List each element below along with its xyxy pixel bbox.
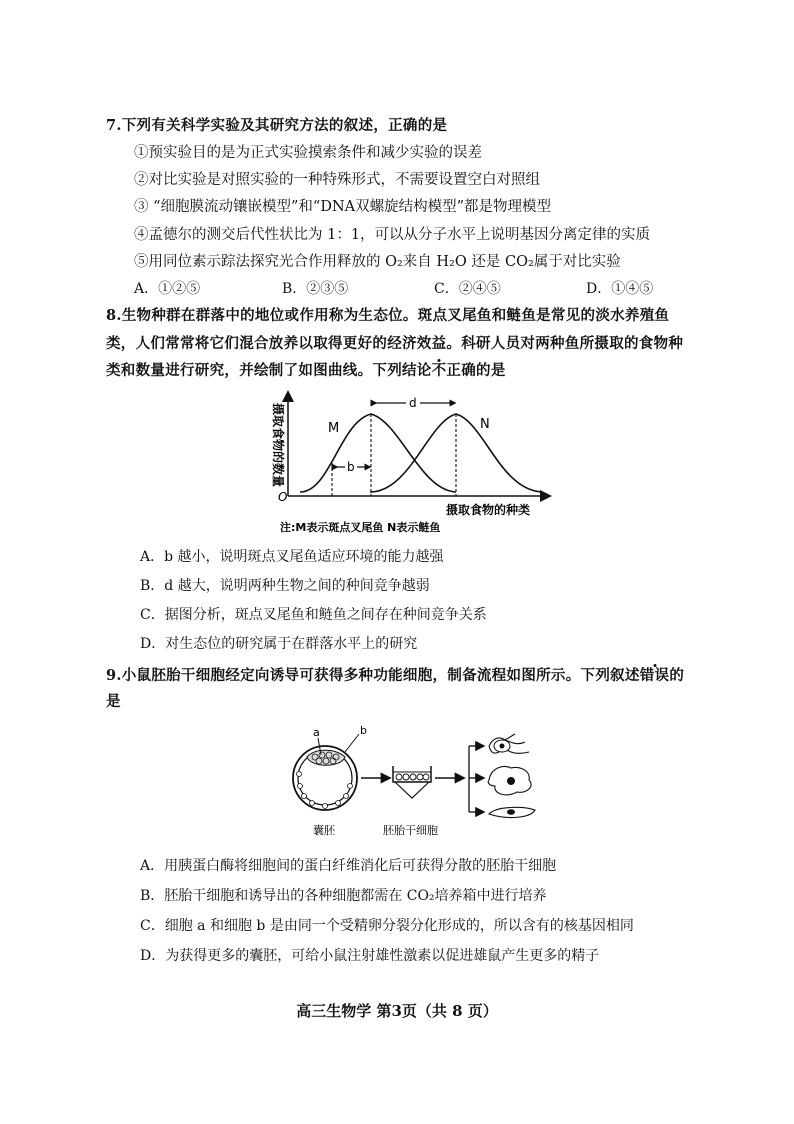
q8-stem-post: 正确的是 [446, 362, 506, 379]
q8-option-b: B．d 越大，说明两种生物之间的种间竞争越弱 [140, 578, 430, 594]
q7-item-4: ④孟德尔的测交后代性状比为 1：1，可以从分子水平上说明基因分离定律的实质 [134, 227, 651, 243]
q8-label-b: b [347, 460, 355, 474]
q9-label-blastocyst: 囊胚 [313, 824, 335, 837]
q9-option-d: D．为获得更多的囊胚，可给小鼠注射雄性激素以促进雄鼠产生更多的精子 [140, 948, 600, 964]
q8-niche-figure [260, 388, 560, 538]
q8-origin: O [278, 490, 288, 504]
q9-stem-line-1 [106, 666, 684, 686]
culture-dish-icon [393, 766, 431, 798]
q7-item-2: ②对比实验是对照实验的一种特殊形式，不需要设置空白对照组 [134, 172, 540, 188]
q8-label-n: N [480, 417, 490, 432]
q9-pointer-b [345, 734, 359, 752]
q9-label-a: a [313, 726, 320, 739]
q8-stem-line-1: 8.生物种群在群落中的地位或作用称为生态位。斑点叉尾鱼和鲢鱼是常见的淡水养殖鱼 [106, 307, 670, 324]
irregular-cell-icon [488, 767, 531, 795]
page-footer: 高三生物学 第3页（共 8 页） [296, 1002, 498, 1020]
q8-ylabel: 摄取食物的数量 [271, 403, 285, 488]
q7-item-1: ①预实验目的是为正式实验摸索条件和减少实验的误差 [134, 145, 482, 161]
q9-stem-emphasis: 错误 [639, 667, 670, 684]
q8-option-a: A．b 越小，说明斑点叉尾鱼适应环境的能力越强 [140, 549, 444, 565]
q8-stem-pre: 类和数量进行研究，并绘制了如图曲线。下列结论 [106, 362, 432, 379]
q7-choice-d: D．①④⑤ [586, 281, 654, 297]
q7-item-3: ③ “细胞膜流动镶嵌模型”和“DNA双螺旋结构模型”都是物理模型 [134, 199, 552, 215]
q9-option-c: C．细胞 a 和细胞 b 是由同一个受精卵分裂分化形成的，所以含有的核基因相同 [140, 918, 634, 934]
q9-option-a: A．用胰蛋白酶将细胞间的蛋白纤维消化后可获得分散的胚胎干细胞 [140, 858, 557, 874]
q7-choice-b: B．②③⑤ [282, 281, 349, 297]
blastocyst-icon [293, 746, 357, 810]
q8-label-d: d [409, 396, 417, 410]
neuron-cell-icon [489, 734, 529, 753]
q7-choice-a: A．①②⑤ [134, 281, 201, 297]
elongated-cell-icon [489, 807, 535, 817]
q8-xlabel: 摄取食物的种类 [446, 503, 531, 517]
q8-option-c: C．据图分析，斑点叉尾鱼和鲢鱼之间存在种间竞争关系 [140, 607, 487, 623]
q8-option-d: D．对生态位的研究属于在群落水平上的研究 [140, 636, 418, 652]
q9-stem-line-2: 是 [106, 693, 121, 710]
q8-caption: 注:M表示斑点叉尾鱼 N表示鲢鱼 [280, 521, 441, 534]
q9-option-b: B．胚胎干细胞和诱导出的各种细胞都需在 CO₂培养箱中进行培养 [140, 888, 547, 904]
q8-stem-line-2: 类，人们常常将它们混合放养以取得更好的经济效益。科研人员对两种鱼所摄取的食物种 [106, 335, 684, 352]
q9-stem-post: 的 [669, 667, 685, 684]
q9-flow-figure [285, 724, 545, 844]
q9-stem-pre: 9.小鼠胚胎干细胞经定向诱导可获得多种功能细胞，制备流程如图所示。下列叙述 [106, 667, 640, 684]
q7-stem: 7.下列有关科学实验及其研究方法的叙述，正确的是 [106, 117, 448, 134]
q8-stem-line-3 [106, 361, 506, 381]
q8-curve-m [300, 414, 456, 492]
q9-label-b: b [360, 724, 367, 737]
q7-choice-c: C．②④⑤ [434, 281, 501, 297]
q8-label-m: M [328, 421, 340, 436]
q9-label-esc: 胚胎干细胞 [383, 824, 438, 837]
q7-item-5: ⑤用同位素示踪法探究光合作用释放的 O₂来自 H₂O 还是 CO₂属于对比实验 [134, 254, 621, 270]
q8-stem-emphasis: 不 [431, 362, 447, 379]
